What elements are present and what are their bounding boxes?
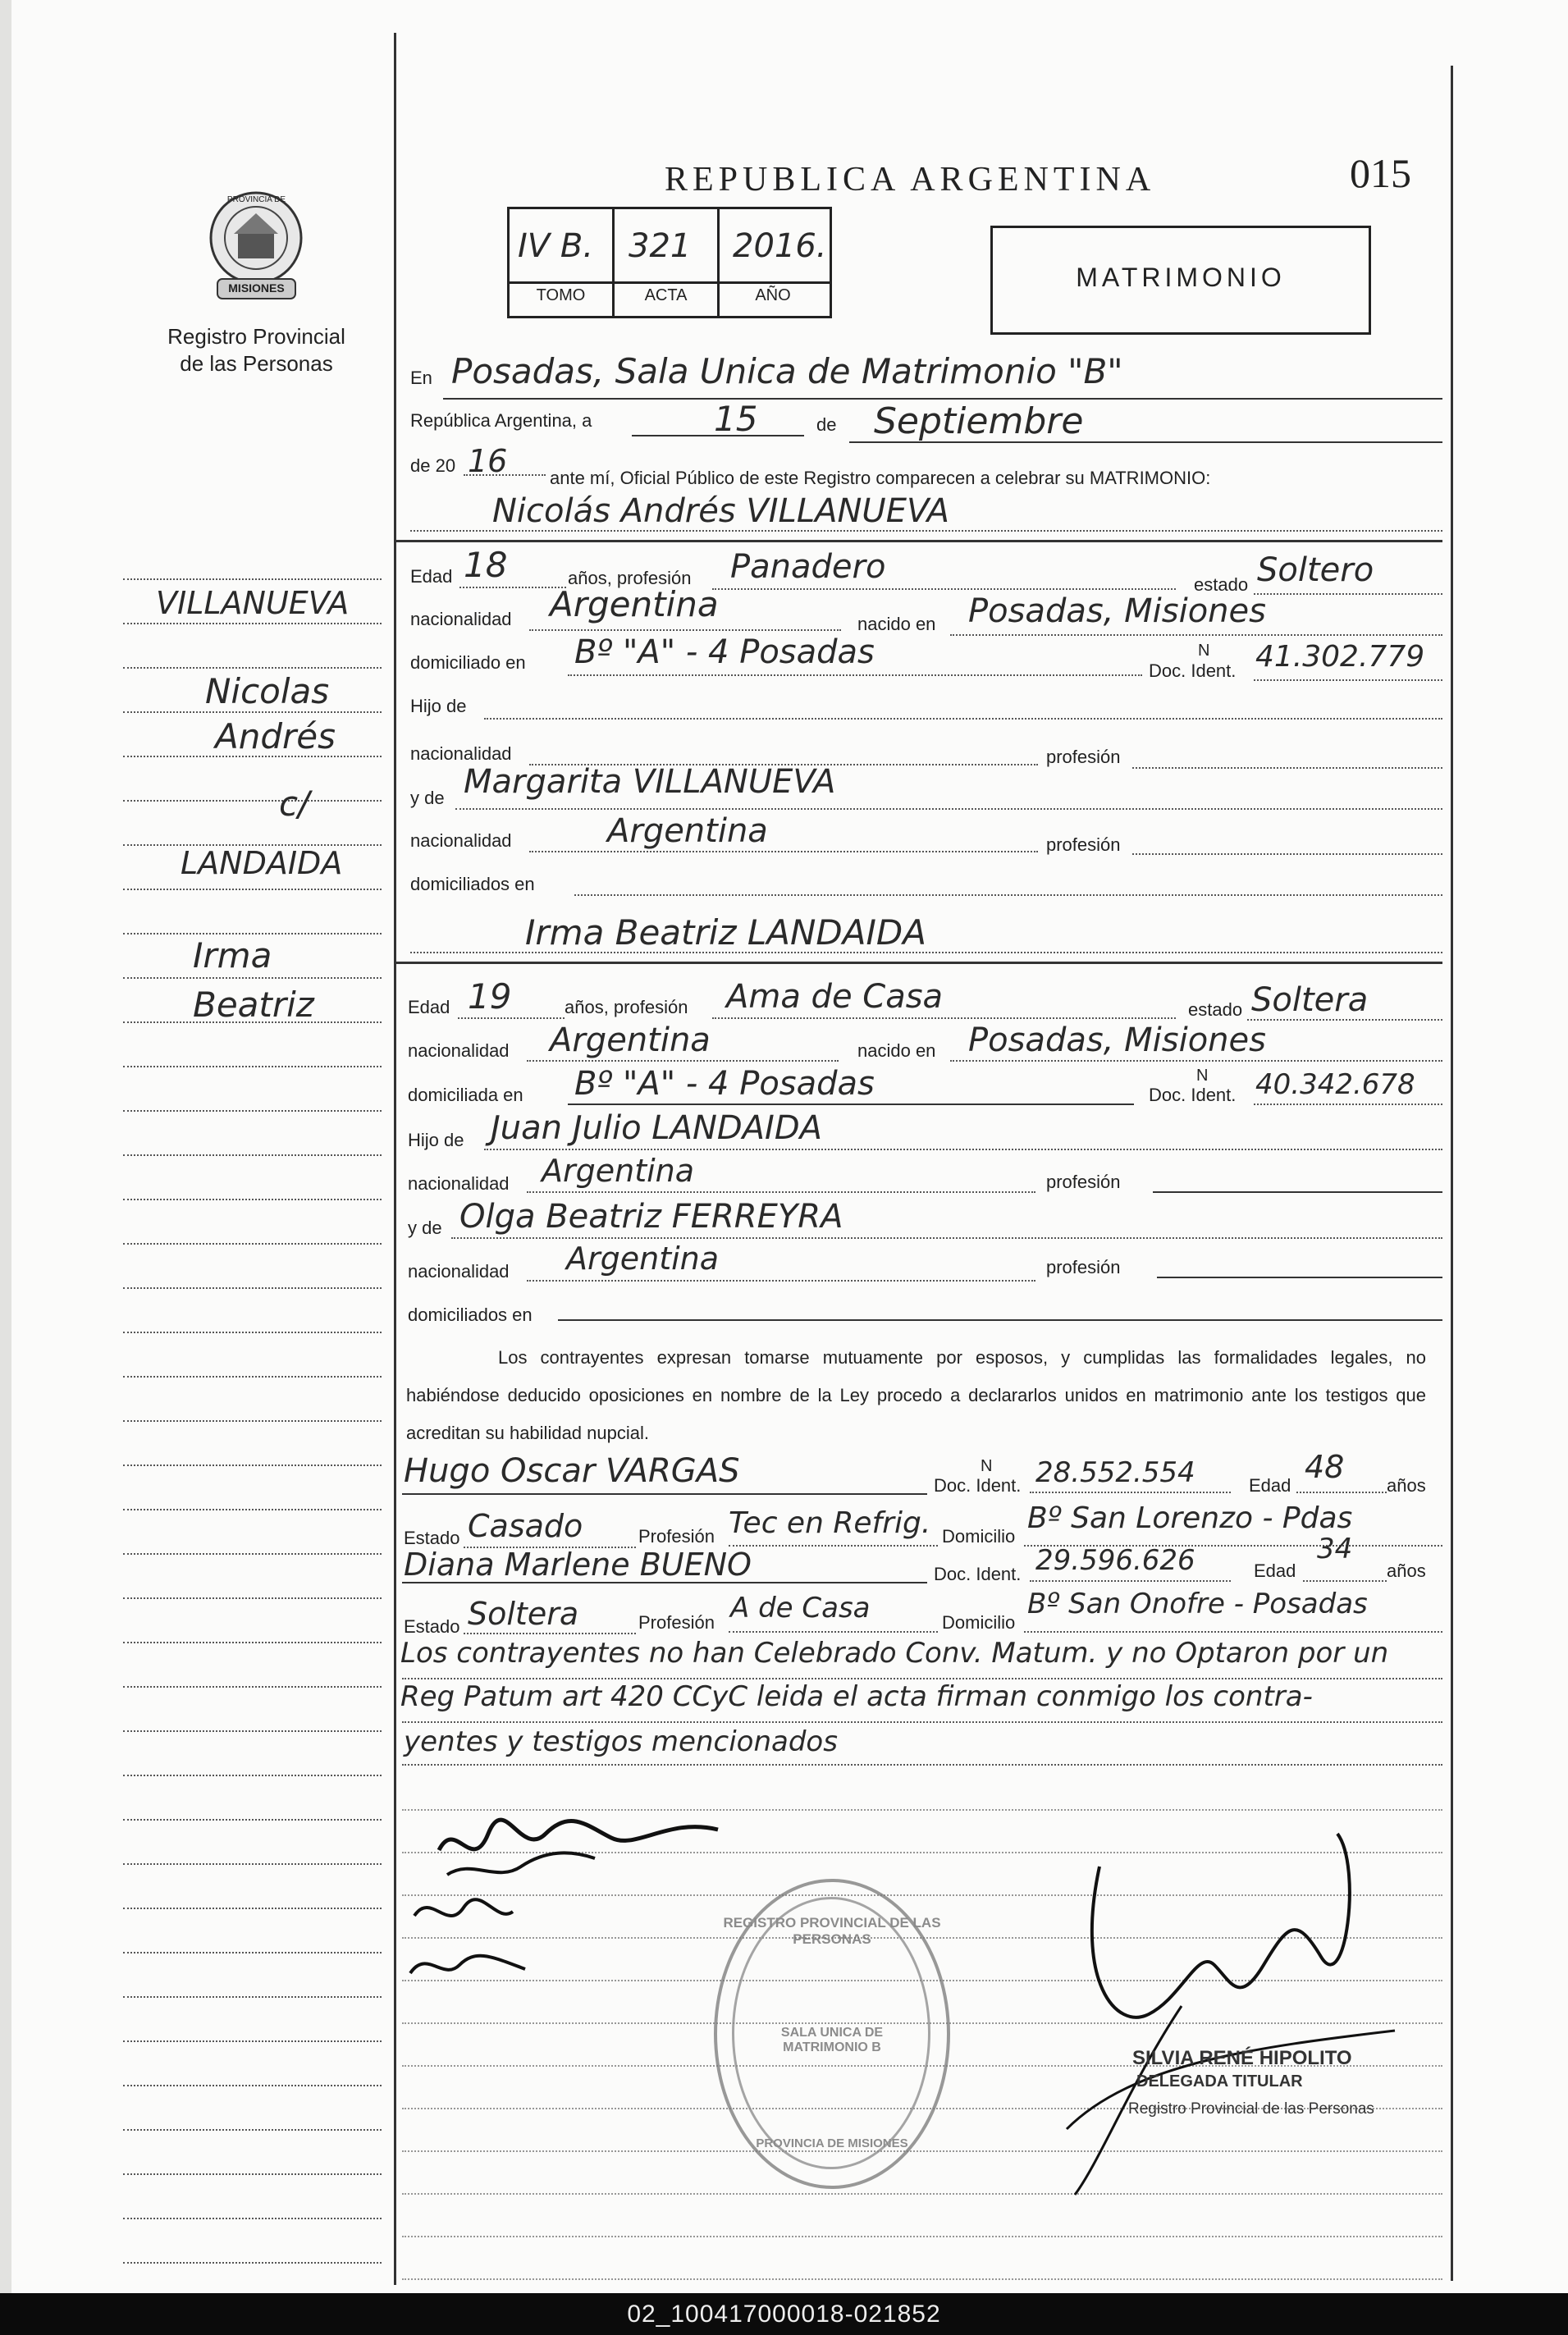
- witness2-domicilio: Bº San Onofre - Posadas: [1027, 1588, 1368, 1620]
- margin-index-line: [123, 623, 382, 624]
- section-divider-bride: [396, 962, 1442, 964]
- label-doc-ident-w1: Doc. Ident.: [934, 1475, 1022, 1496]
- margin-first-groom: Nicolas: [205, 671, 330, 711]
- margin-middle-groom: Andrés: [215, 716, 336, 756]
- margin-middle-bride: Beatriz: [193, 985, 314, 1025]
- section-divider-groom: [396, 540, 1442, 542]
- witness1-doc: 28.552.554: [1035, 1456, 1195, 1489]
- label-nacionalidad-bride: nacionalidad: [408, 1040, 510, 1061]
- note-line-1: Los contrayentes no han Celebrado Conv. Matum. y no Optaron por un: [400, 1637, 1389, 1670]
- margin-index-line: [123, 1908, 382, 1909]
- label-anos-w1: años: [1387, 1475, 1426, 1496]
- official-title: DELEGADA TITULAR: [1136, 2072, 1303, 2091]
- margin-index-line: [123, 1819, 382, 1821]
- margin-index-line: [123, 1376, 382, 1378]
- label-domicilio-w1: Domicilio: [942, 1526, 1016, 1547]
- label-estado-w1: Estado: [404, 1528, 460, 1548]
- label-profesion-madre: profesión: [1046, 834, 1121, 855]
- official-org: Registro Provincial de las Personas: [1128, 2100, 1374, 2118]
- label-nacido-en: nacido en: [857, 614, 936, 634]
- margin-index-line: [123, 1509, 382, 1510]
- margin-index-line: [123, 977, 382, 979]
- page-number: 015: [1350, 150, 1411, 196]
- label-en: En: [410, 368, 432, 388]
- margin-rule: [394, 33, 396, 2285]
- witness1-estado: Casado: [468, 1508, 583, 1544]
- groom-domicilio: Bº "A" - 4 Posadas: [574, 633, 875, 671]
- label-profesion-padre: profesión: [1046, 747, 1121, 767]
- label-estado-w2: Estado: [404, 1616, 460, 1637]
- groom-madre: Margarita VILLANUEVA: [464, 763, 836, 801]
- groom-doc: 41.302.779: [1255, 640, 1425, 674]
- margin-index-line: [123, 1775, 382, 1776]
- groom-estado: Soltero: [1257, 551, 1374, 589]
- tomo-value: IV B.: [518, 227, 594, 265]
- note-line-2: Reg Patum art 420 CCyC leida el acta firman conmigo los contra-: [400, 1680, 1313, 1713]
- label-edad-w2: Edad: [1254, 1560, 1296, 1581]
- label-doc-n-bride: N: [1196, 1067, 1209, 1085]
- acta-label: ACTA: [644, 286, 688, 304]
- label-doc-ident-w2: Doc. Ident.: [934, 1564, 1022, 1584]
- margin-index-line: [123, 1952, 382, 1953]
- label-edad: Edad: [410, 566, 453, 587]
- official-name: SILVIA RENÉ HIPOLITO: [1132, 2047, 1352, 2069]
- margin-first-bride: Irma: [193, 935, 272, 976]
- margin-index-line: [123, 711, 382, 713]
- tomo-label: TOMO: [536, 286, 586, 304]
- label-profesion-w1: Profesión: [638, 1526, 715, 1547]
- groom-nacido-en: Posadas, Misiones: [968, 592, 1266, 630]
- bride-madre-nacionalidad: Argentina: [566, 1241, 720, 1277]
- margin-index-line: [123, 667, 382, 669]
- country-title: REPUBLICA ARGENTINA: [665, 161, 1156, 199]
- official-seal: [714, 1879, 950, 2189]
- margin-index-line: [123, 1553, 382, 1555]
- binding-edge: [0, 0, 11, 2293]
- logo-top-text: PROVINCIA DE: [226, 195, 286, 204]
- margin-index-line: [123, 800, 382, 802]
- label-hijo-de: Hijo de: [410, 696, 467, 716]
- witness2-profesion: A de Casa: [730, 1592, 871, 1624]
- tomo-acta-box: [507, 207, 832, 318]
- label-doc-ident: Doc. Ident.: [1149, 660, 1237, 681]
- bride-doc: 40.342.678: [1255, 1068, 1415, 1101]
- label-domiciliado-en: domiciliado en: [410, 652, 526, 673]
- scan-footer-id: 02_100417000018-021852: [0, 2293, 1568, 2335]
- margin-index-line: [123, 933, 382, 934]
- groom-full-name: Nicolás Andrés VILLANUEVA: [492, 492, 949, 530]
- place-value: Posadas, Sala Unica de Matrimonio "B": [451, 351, 1123, 391]
- label-edad-w1: Edad: [1249, 1475, 1291, 1496]
- label-domiciliados-en: domiciliados en: [410, 874, 535, 894]
- witness2-name: Diana Marlene BUENO: [404, 1547, 752, 1583]
- witness2-estado: Soltera: [468, 1596, 579, 1632]
- label-nacido-en-bride: nacido en: [857, 1040, 936, 1061]
- body-ruled-line: [402, 2236, 1442, 2237]
- label-profesion-padre-bride: profesión: [1046, 1172, 1121, 1192]
- label-nacionalidad-madre: nacionalidad: [410, 830, 512, 851]
- margin-index-line: [123, 2218, 382, 2219]
- bride-estado: Soltera: [1251, 981, 1369, 1019]
- groom-nacionalidad: Argentina: [550, 584, 719, 624]
- witness2-edad: 34: [1317, 1533, 1353, 1565]
- act-type-box: [990, 226, 1371, 335]
- groom-edad: 18: [464, 545, 508, 585]
- bride-padre-nacionalidad: Argentina: [542, 1153, 695, 1189]
- body-ruled-line: [402, 2278, 1442, 2280]
- margin-index-line: [123, 2040, 382, 2042]
- year-suffix-value: 16: [468, 443, 508, 479]
- signature-official: [1050, 1817, 1411, 2211]
- label-doc-n: N: [1198, 642, 1210, 660]
- note-line-3: yentes y testigos mencionados: [404, 1725, 838, 1758]
- label-anos-profesion: años, profesión: [568, 568, 692, 588]
- declaration-text: Los contrayentes expresan tomarse mutuamente por esposos, y cumplidas las formalidades legales, no habiéndose deducido oposiciones en nombre de la Ley procedo a declararlos unidos en matrimonio ante los testigos que acreditan su habilidad nupcial.: [406, 1347, 1426, 1443]
- margin-index-line: [123, 1996, 382, 1998]
- bride-nacido-en: Posadas, Misiones: [968, 1021, 1266, 1059]
- margin-index-line: [123, 1686, 382, 1688]
- label-nacionalidad-padre: nacionalidad: [410, 743, 512, 764]
- label-anos-profesion-bride: años, profesión: [565, 997, 688, 1017]
- logo-ribbon-text: MISIONES: [228, 281, 285, 295]
- margin-index-line: [123, 1066, 382, 1067]
- day-value: 15: [714, 399, 758, 439]
- margin-surname-bride: LANDAIDA: [181, 845, 343, 881]
- label-edad-bride: Edad: [408, 997, 450, 1017]
- witness1-edad: 48: [1305, 1449, 1345, 1485]
- witness2-doc: 29.596.626: [1035, 1544, 1195, 1577]
- bride-edad: 19: [468, 976, 512, 1017]
- act-type: MATRIMONIO: [1076, 263, 1286, 292]
- label-anos-w2: años: [1387, 1560, 1426, 1581]
- margin-index-line: [123, 1243, 382, 1245]
- ano-label: AÑO: [755, 286, 791, 304]
- bride-nacionalidad: Argentina: [550, 1021, 711, 1059]
- label-de: de: [816, 414, 837, 435]
- margin-index-line: [123, 1154, 382, 1156]
- label-doc-ident-bride: Doc. Ident.: [1149, 1085, 1237, 1105]
- bride-domicilio: Bº "A" - 4 Posadas: [574, 1065, 875, 1103]
- label-estado: estado: [1194, 574, 1249, 595]
- label-domicilio-w2: Domicilio: [942, 1612, 1016, 1633]
- label-nacionalidad-madre-bride: nacionalidad: [408, 1261, 510, 1282]
- margin-index-line: [123, 1730, 382, 1732]
- margin-index-line: [123, 1332, 382, 1333]
- registry-line2: de las Personas: [180, 351, 333, 376]
- label-estado-bride: estado: [1188, 999, 1243, 1020]
- margin-index-line: [123, 1465, 382, 1466]
- witness1-name: Hugo Oscar VARGAS: [404, 1452, 740, 1490]
- label-profesion-w2: Profesión: [638, 1612, 715, 1633]
- margin-index-line: [123, 1199, 382, 1200]
- margin-index-line: [123, 1110, 382, 1112]
- margin-index-line: [123, 1597, 382, 1599]
- groom-profesion: Panadero: [730, 548, 886, 586]
- label-y-de-bride: y de: [408, 1218, 442, 1238]
- witness1-profesion: Tec en Refrig.: [729, 1506, 931, 1540]
- label-nacionalidad-padre-bride: nacionalidad: [408, 1173, 510, 1194]
- label-hijo-de-bride: Hijo de: [408, 1130, 464, 1150]
- label-profesion-madre-bride: profesión: [1046, 1257, 1121, 1277]
- margin-index-line: [123, 1420, 382, 1422]
- ano-value: 2016.: [733, 227, 827, 265]
- right-rule: [1451, 66, 1453, 2281]
- acta-value: 321: [629, 227, 692, 265]
- label-nacionalidad: nacionalidad: [410, 609, 512, 629]
- groom-madre-nacionalidad: Argentina: [607, 812, 768, 850]
- label-domiciliada-en: domiciliada en: [408, 1085, 523, 1105]
- margin-surname-groom: VILLANUEVA: [156, 585, 350, 621]
- margin-index-line: [123, 2129, 382, 2131]
- margin-index-line: [123, 1287, 382, 1289]
- label-ante: ante mí, Oficial Público de este Registro comparecen a celebrar su MATRIMONIO:: [550, 468, 1211, 488]
- label-domiciliados-en-bride: domiciliados en: [408, 1305, 533, 1325]
- margin-index-line: [123, 2085, 382, 2086]
- bride-full-name: Irma Beatriz LANDAIDA: [525, 912, 926, 953]
- label-republica: República Argentina, a: [410, 410, 592, 431]
- seal-bottom-text: PROVINCIA DE MISIONES: [756, 2136, 908, 2150]
- seal-ring-text: REGISTRO PROVINCIAL DE LAS PERSONAS: [723, 1915, 941, 1947]
- bride-padre: Juan Julio LANDAIDA: [491, 1109, 822, 1147]
- registry-line1: Registro Provincial: [167, 324, 345, 349]
- margin-index-line: [123, 1863, 382, 1865]
- bride-madre: Olga Beatriz FERREYRA: [459, 1198, 843, 1236]
- label-doc-n-w1: N: [981, 1457, 993, 1475]
- month-value: Septiembre: [874, 400, 1084, 442]
- margin-index-line: [123, 2173, 382, 2175]
- label-y-de: y de: [410, 788, 445, 808]
- witness1-domicilio: Bº San Lorenzo - Pdas: [1027, 1501, 1353, 1535]
- bride-profesion: Ama de Casa: [726, 978, 944, 1016]
- margin-index-line: [123, 578, 382, 580]
- seal-inner-text: SALA UNICA DE MATRIMONIO B: [780, 2026, 884, 2054]
- margin-index-line: [123, 889, 382, 890]
- margin-connector: c/: [279, 784, 310, 824]
- signature-witnesses: [402, 1932, 550, 1990]
- label-de20: de 20: [410, 455, 456, 476]
- margin-index-line: [123, 1642, 382, 1643]
- margin-index-line: [123, 2262, 382, 2264]
